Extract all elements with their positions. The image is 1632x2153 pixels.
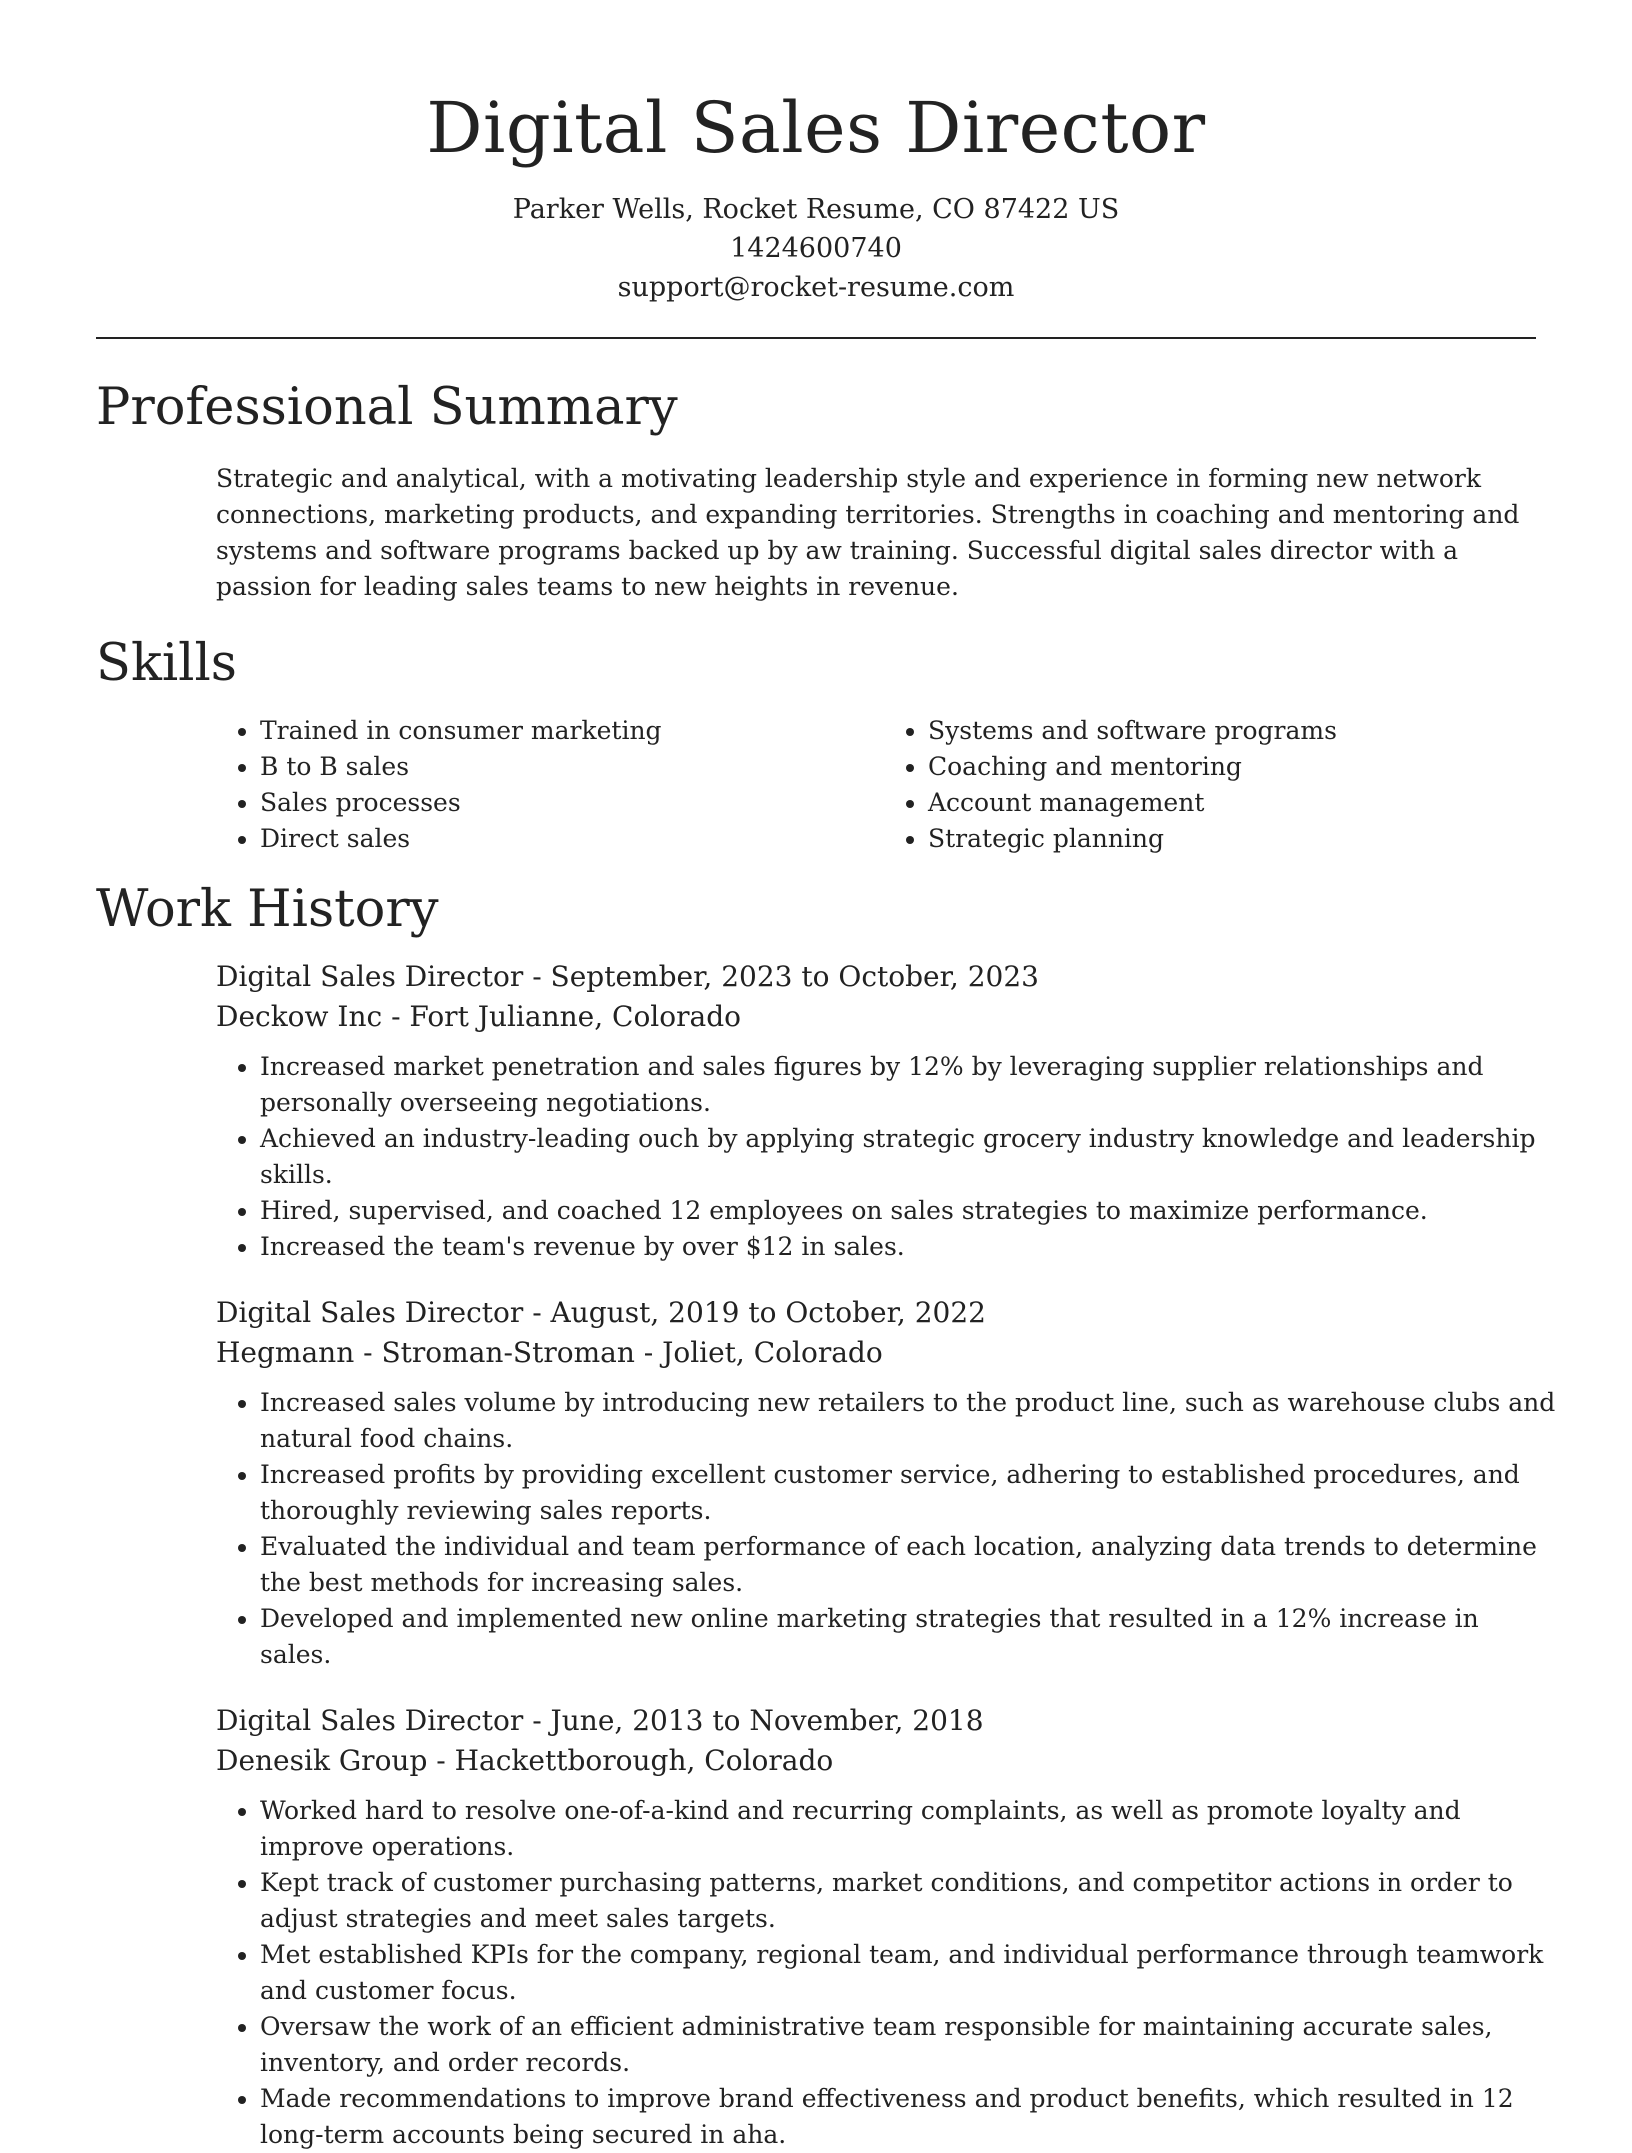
job-bullet: • Achieved an industry-leading ouch by applying strategic grocery industry knowledge and leadership skills. <box>260 1121 1556 1193</box>
job-title-line: Digital Sales Director - September, 2023 to October, 2023 <box>216 960 1039 993</box>
skill-item: • Strategic planning <box>928 821 1552 857</box>
contact-phone: 1424600740 <box>730 233 902 264</box>
job-company-line: Hegmann - Stroman-Stroman - Joliet, Colorado <box>216 1336 883 1369</box>
job-bullets <box>216 1793 1556 2153</box>
work-history-heading: Work History <box>96 880 439 939</box>
skill-item: • Trained in consumer marketing <box>260 713 884 749</box>
skills-list-right <box>884 713 1552 857</box>
job-entry <box>216 1701 1556 2153</box>
job-bullet: • Worked hard to resolve one-of-a-kind and recurring complaints, as well as promote loyalty and improve operations. <box>260 1793 1556 1865</box>
skills-heading: Skills <box>96 634 237 693</box>
summary-heading: Professional Summary <box>96 378 678 437</box>
job-bullet: • Evaluated the individual and team performance of each location, analyzing data trends to determine the best methods for increasing sales. <box>260 1529 1556 1601</box>
job-bullet: • Kept track of customer purchasing patterns, market conditions, and competitor actions in order to adjust strategies and meet sales targets. <box>260 1865 1556 1937</box>
job-bullet: • Hired, supervised, and coached 12 employees on sales strategies to maximize performance. <box>260 1193 1556 1229</box>
job-bullet: • Increased market penetration and sales figures by 12% by leveraging supplier relationships and personally overseeing negotiations. <box>260 1049 1556 1121</box>
job-entry <box>216 957 1556 1265</box>
job-bullet: • Increased profits by providing excellent customer service, adhering to established procedures, and thoroughly reviewing sales reports. <box>260 1457 1556 1529</box>
summary-text: Strategic and analytical, with a motivating leadership style and experience in forming new network connections, marketing products, and expanding territories. Strengths in coaching and mentoring and systems and software programs backed up by aw training. Successful digital sales director with a passion for leading sales teams to new heights in revenue. <box>216 464 1520 601</box>
skill-item: • Account management <box>928 785 1552 821</box>
job-bullet: • Developed and implemented new online marketing strategies that resulted in a 12% increase in sales. <box>260 1601 1556 1673</box>
skills-columns <box>216 713 1552 857</box>
job-bullet: • Increased sales volume by introducing new retailers to the product line, such as warehouse clubs and natural food chains. <box>260 1385 1556 1457</box>
job-title-line: Digital Sales Director - August, 2019 to October, 2022 <box>216 1296 986 1329</box>
job-bullet: • Met established KPIs for the company, regional team, and individual performance through teamwork and customer focus. <box>260 1937 1556 2009</box>
contact-block <box>0 190 1632 307</box>
resume-title: Digital Sales Director <box>426 87 1206 169</box>
job-bullets <box>216 1049 1556 1265</box>
header-divider <box>96 337 1536 339</box>
skill-item: • Direct sales <box>260 821 884 857</box>
job-company-line: Denesik Group - Hackettborough, Colorado <box>216 1744 834 1777</box>
skill-item: • B to B sales <box>260 749 884 785</box>
job-entry <box>216 1293 1556 1673</box>
skills-list-left <box>216 713 884 857</box>
job-company-line: Deckow Inc - Fort Julianne, Colorado <box>216 1000 741 1033</box>
skill-item: • Sales processes <box>260 785 884 821</box>
contact-email: support@rocket-resume.com <box>617 272 1015 303</box>
skill-item: • Systems and software programs <box>928 713 1552 749</box>
job-bullets <box>216 1385 1556 1673</box>
job-bullet: • Oversaw the work of an efficient administrative team responsible for maintaining accurate sales, inventory, and order records. <box>260 2009 1556 2081</box>
job-bullet: • Made recommendations to improve brand effectiveness and product benefits, which resulted in 12 long-term accounts being secured in aha. <box>260 2081 1556 2153</box>
resume-header <box>0 0 1632 307</box>
job-bullet: • Increased the team's revenue by over $12 in sales. <box>260 1229 1556 1265</box>
skill-item: • Coaching and mentoring <box>928 749 1552 785</box>
contact-address: Parker Wells, Rocket Resume, CO 87422 US <box>512 194 1120 225</box>
job-title-line: Digital Sales Director - June, 2013 to November, 2018 <box>216 1704 984 1737</box>
